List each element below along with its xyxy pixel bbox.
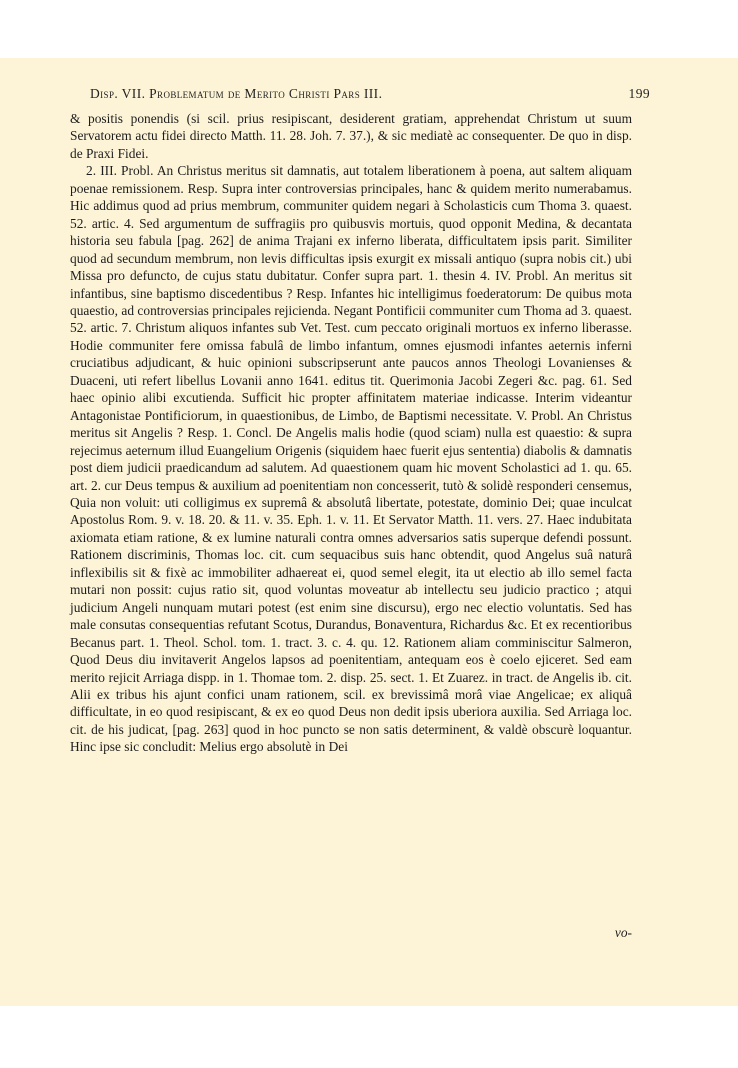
paragraph-1: & positis ponendis (si scil. prius resipiscant, desiderent gratiam, apprehendat Christum ut suum Servatorem actu fidei directo Matth. 11. 28. Joh. 7. 37.), & sic mediatè ac consequenter. De quo in disp. de Praxi Fidei. xyxy=(70,111,632,161)
running-header xyxy=(90,86,650,104)
text-body xyxy=(70,110,632,756)
catchword: vo- xyxy=(614,925,632,940)
page-number: 199 xyxy=(628,86,650,101)
running-title: Disp. VII. Problematum de Merito Christi Pars III. xyxy=(90,86,383,101)
paragraph-2: 2. III. Probl. An Christus meritus sit damnatis, aut totalem liberationem à poena, aut saltem aliquam poenae remissionem. Resp. Supra inter controversias principales, hanc & quidem merito numerabamus. Hic addimus quod ad prius membrum, communiter quidem negari à Scholasticis cum Thoma 3. quaest. 52. artic. 4. Sed argumentum de suffragiis pro quibusvis mortuis, quod opponit Medina, & decantata historia seu fabula [pag. 262] de anima Trajani ex inferno liberata, difficultatem ipsis parit. Similiter quod ad secundum membrum, non levis difficultas ipsis exurgit ex missali antiquo (supra nobis cit.) ubi Missa pro defuncto, de cujus statu dubitatur. Confer supra part. 1. thesin 4. IV. Probl. An meritus sit infantibus, sine baptismo discedentibus ? Resp. Infantes hic intelligimus foederatorum: De quibus mota quaestio, ad controversias principales rejicienda. Negant Pontificii communiter cum Thoma ad 3. quaest. 52. artic. 7. Christum aliquos infantes sub Vet. Test. cum peccato originali mortuos ex inferno liberasse. Hodie communiter fere omissa fabulâ de limbo infantum, omnes ejusmodi infantes aeternis inferni cruciatibus adjudicant, & huic opinioni subscripserunt ante paucos annos Theologi Lovanienses & Duaceni, uti refert libellus Lovanii anno 1641. editus tit. Querimonia Jacobi Zegeri &c. pag. 61. Sed haec opinio alibi excutienda. Sufficit hic propter affinitatem materiae indicasse. Interim videantur Antagonistae Pontificiorum, in quaestionibus, de Limbo, de Baptismi necessitate. V. Probl. An Christus meritus sit Angelis ? Resp. 1. Concl. De Angelis malis hodie (quod sciam) nulla est quaestio: & supra rejecimus aeternum illud Euangelium Origenis (siquidem haec fuerit ejus sententia) diabolis & damnatis post diem judicii praedicandum ad salutem. Ad quaestionem quam hic movent Scholastici ad 1. qu. 65. art. 2. cur Deus tempus & auxilium ad poenitentiam non concesserit, tutò & solidè responderi censemus, Quia non voluit: uti colligimus ex supremâ & absolutâ libertate, potestate, dominio Dei; quae inculcat Apostolus Rom. 9. v. 18. 20. & 11. v. 35. Eph. 1. v. 11. Et Servator Matth. 11. vers. 27. Haec indubitata axiomata etiam ratione, & ex lumine naturali contra omnes adversarios satis superque defendi possunt. Rationem discriminis, Thomas loc. cit. cum sequacibus suis hanc obtendit, quod Angelus suâ naturâ inflexibilis sit & fixè ac immobiliter adhaereat ei, quod semel elegit, ita ut electio ab illo semel facta mutari non possit: cujus ratio sit, quod voluntas moveatur ab intellectu seu judicio practico ; atqui judicium Angeli nunquam mutari potest (est enim sine discursu), ergo nec electio voluntatis. Sed has male consutas consequentias refutant Scotus, Durandus, Bonaventura, Richardus &c. Et ex recentioribus Becanus part. 1. Theol. Schol. tom. 1. tract. 3. c. 4. qu. 12. Rationem aliam comminiscitur Salmeron, Quod Deus diu invitaverit Angelos lapsos ad poenitentiam, antequam eos è coelo ejiceret. Sed eam merito rejicit Arriaga dispp. in 1. Thomae tom. 2. disp. 25. sect. 1. Et Zuarez. in tract. de Angelis ib. cit. Alii ex tribus his ajunt confici unam rationem, scil. ex brevissimâ morâ viae Angelicae; ex aliquâ difficultate, in eo quod resipiscant, & ex eo quod Deus non dedit ipsis uberiora auxilia. Sed Arriaga loc. cit. de his judicat, [pag. 263] quod in hoc puncto se non satis determinent, & valdè obscurè loquantur. Hinc ipse sic concludit: Melius ergo absolutè in Dei xyxy=(70,163,632,755)
